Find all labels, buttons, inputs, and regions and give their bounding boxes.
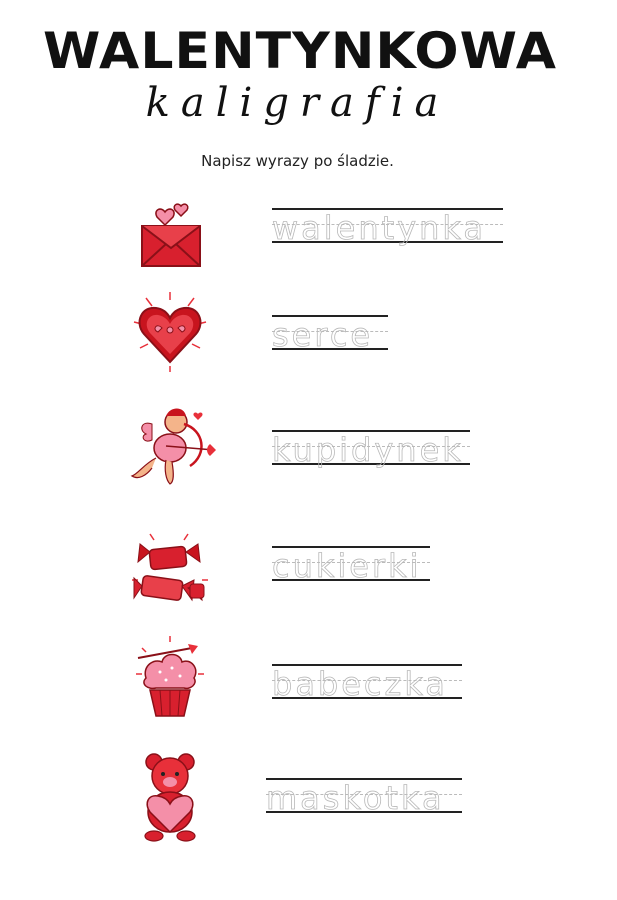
tracing-lines (272, 315, 388, 359)
heart-box-icon (128, 288, 212, 372)
trace-word: cukierki (272, 547, 422, 585)
tracing-lines (266, 778, 462, 822)
cupid-icon (126, 404, 218, 488)
trace-word: babeczka (272, 665, 448, 703)
tracing-lines (272, 664, 462, 708)
word-row-serce (0, 288, 617, 378)
word-row-kupidynek (0, 404, 617, 494)
page-title: WALENTYNKOWA (42, 22, 557, 80)
trace-word: kupidynek (272, 431, 464, 469)
teddy-bear-icon (128, 750, 212, 842)
word-row-babeczka (0, 634, 617, 724)
word-row-walentynka (0, 196, 617, 286)
cupcake-icon (128, 634, 212, 724)
trace-word: serce (272, 316, 374, 354)
instruction-text: Napisz wyrazy po śladzie. (201, 152, 394, 170)
tracing-lines (272, 208, 503, 252)
candy-icon (128, 528, 212, 612)
trace-word: walentynka (272, 209, 486, 247)
tracing-lines (272, 430, 470, 474)
tracing-lines (272, 546, 430, 590)
word-row-cukierki (0, 528, 617, 618)
word-row-maskotka (0, 750, 617, 840)
trace-word: maskotka (266, 779, 445, 817)
envelope-with-hearts-icon (128, 196, 212, 280)
page-subtitle: kaligrafia (145, 80, 450, 126)
